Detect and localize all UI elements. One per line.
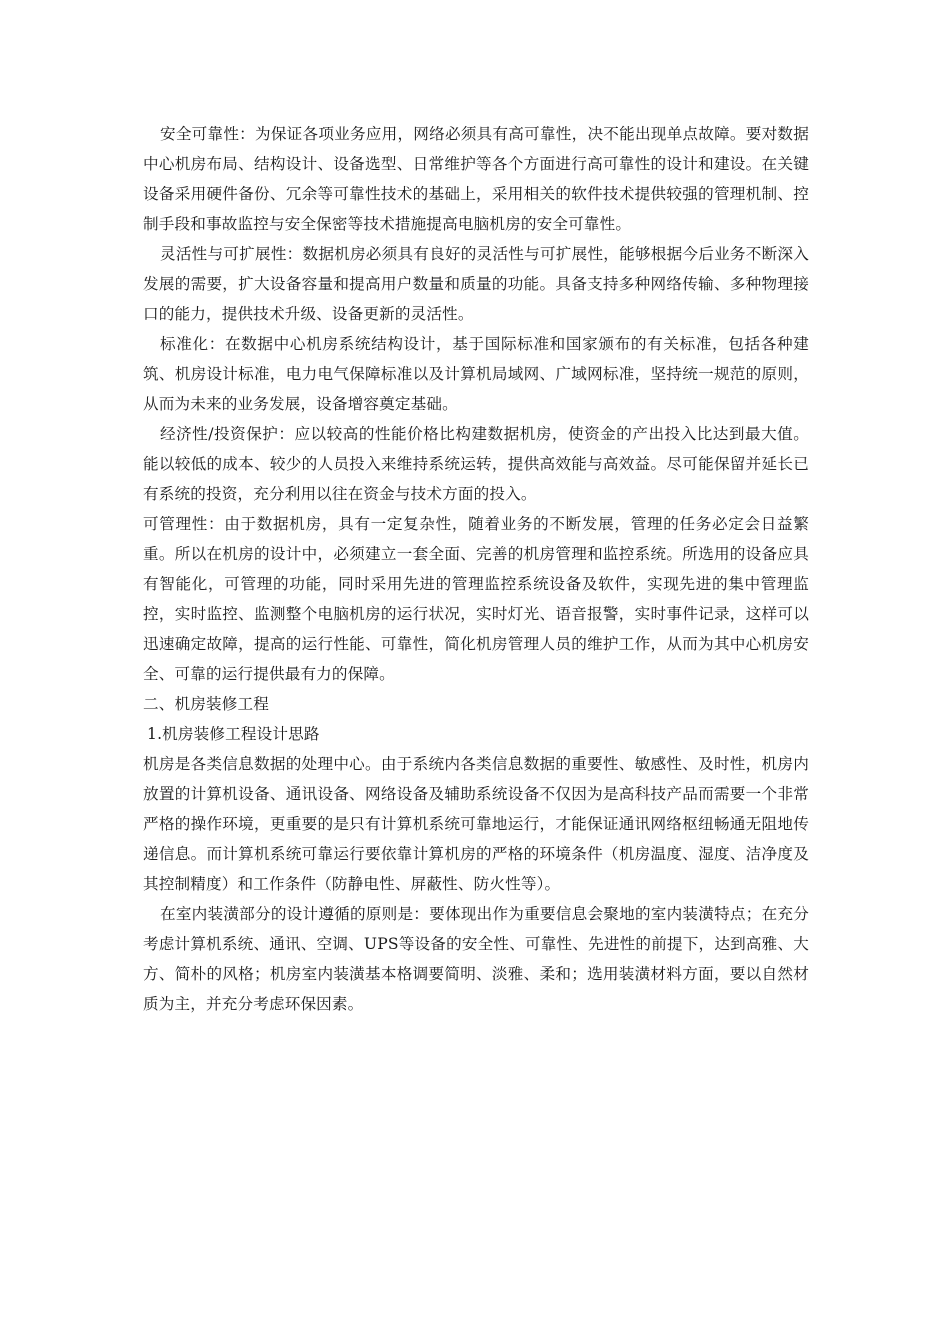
- paragraph-reliability: 安全可靠性：为保证各项业务应用，网络必须具有高可靠性，决不能出现单点故障。要对数据中心机房布局、结构设计、设备选型、日常维护等各个方面进行高可靠性的设计和建设。在关键设备采用硬件备份、冗余等可靠性技术的基础上，采用相关的软件技术提供较强的管理机制、控制手段和事故监控与安全保密等技术措施提高电脑机房的安全可靠性。: [143, 125, 809, 233]
- paragraph-manageability: 可管理性：由于数据机房，具有一定复杂性，随着业务的不断发展，管理的任务必定会日益繁重。所以在机房的设计中，必须建立一套全面、完善的机房管理和监控系统。所选用的设备应具有智能化，可管理的功能，同时采用先进的管理监控系统设备及软件，实现先进的集中管理监控，实时监控、监测整个电脑机房的运行状况，实时灯光、语音报警，实时事件记录，这样可以迅速确定故障，提高的运行性能、可靠性，简化机房管理人员的维护工作，从而为其中心机房安全、可靠的运行提供最有力的保障。: [143, 515, 809, 683]
- paragraph-standardization: 标准化：在数据中心机房系统结构设计，基于国际标准和国家颁布的有关标准，包括各种建筑、机房设计标准，电力电气保障标准以及计算机局域网、广域网标准，坚持统一规范的原则，从而为未来的业务发展，设备增容奠定基础。: [143, 335, 809, 413]
- document-body: [143, 119, 809, 1019]
- paragraph-data-center-role: 机房是各类信息数据的处理中心。由于系统内各类信息数据的重要性、敏感性、及时性，机房内放置的计算机设备、通讯设备、网络设备及辅助系统设备不仅因为是高科技产品而需要一个非常严格的操作环境，更重要的是只有计算机系统可靠地运行，才能保证通讯网络枢纽畅通无阻地传递信息。而计算机系统可靠运行要依靠计算机房的严格的环境条件（机房温度、湿度、洁净度及其控制精度）和工作条件（防静电性、屏蔽性、防火性等）。: [143, 755, 809, 893]
- section-heading-renovation: 二、机房装修工程: [143, 695, 269, 713]
- subsection-heading-design-ideas: 1.机房装修工程设计思路: [147, 725, 320, 743]
- paragraph-decoration-principles: 在室内装潢部分的设计遵循的原则是：要体现出作为重要信息会聚地的室内装潢特点；在充分考虑计算机系统、通讯、空调、UPS等设备的安全性、可靠性、先进性的前提下，达到高雅、大方、简朴的风格；机房室内装潢基本格调要简明、淡雅、柔和；选用装潢材料方面，要以自然材质为主，并充分考虑环保因素。: [143, 905, 809, 1013]
- paragraph-flexibility: 灵活性与可扩展性：数据机房必须具有良好的灵活性与可扩展性，能够根据今后业务不断深入发展的需要，扩大设备容量和提高用户数量和质量的功能。具备支持多种网络传输、多种物理接口的能力，提供技术升级、设备更新的灵活性。: [143, 245, 809, 323]
- paragraph-economy: 经济性/投资保护：应以较高的性能价格比构建数据机房，使资金的产出投入比达到最大值。能以较低的成本、较少的人员投入来维持系统运转，提供高效能与高效益。尽可能保留并延长已有系统的投资，充分利用以往在资金与技术方面的投入。: [143, 425, 809, 503]
